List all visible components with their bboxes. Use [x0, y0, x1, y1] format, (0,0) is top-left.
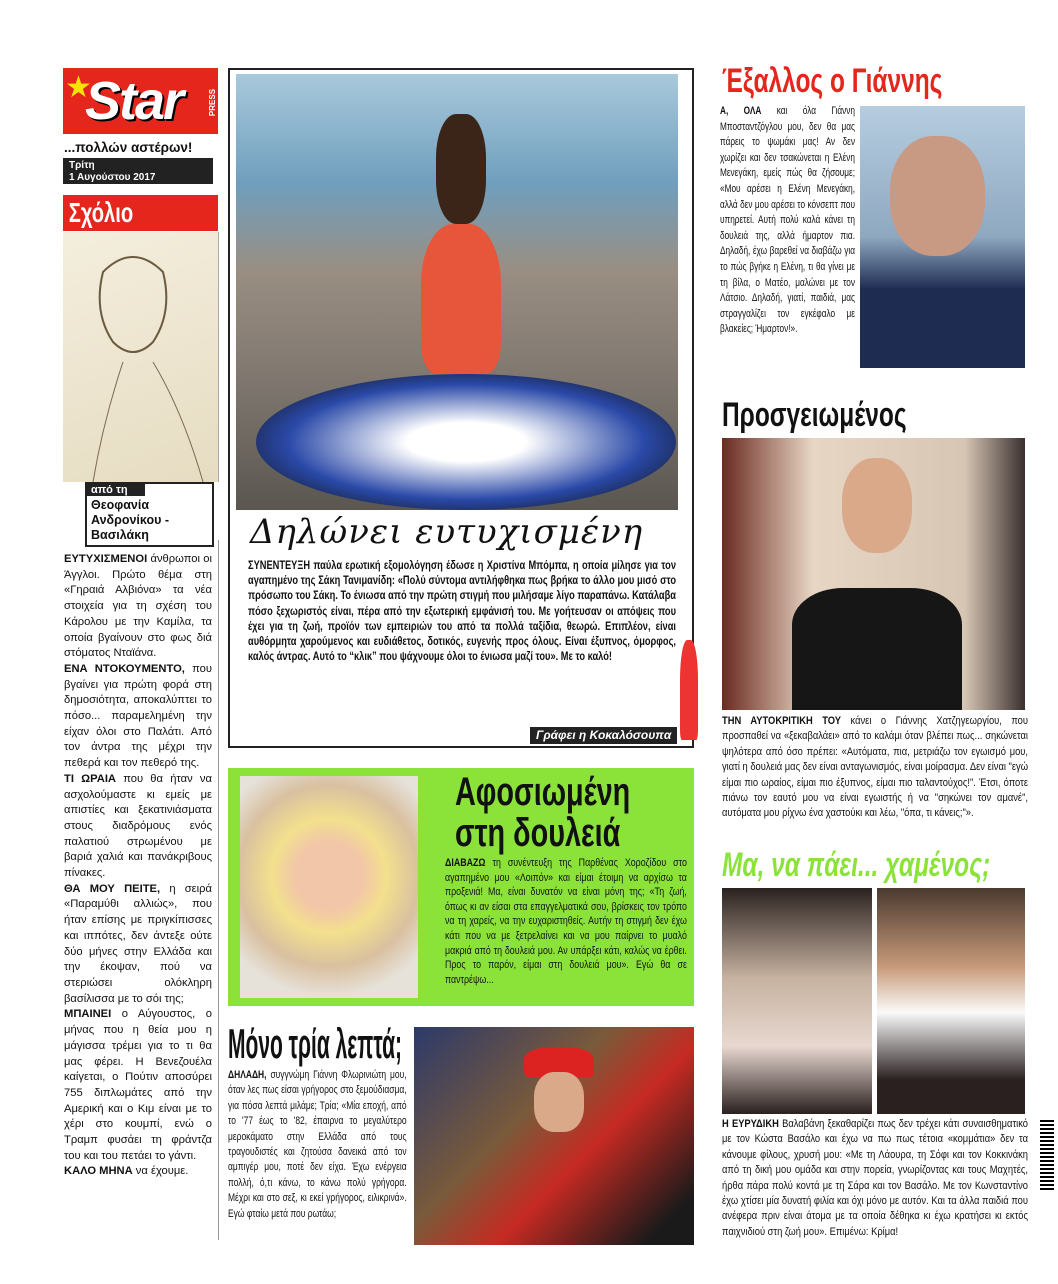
- paragraph-text: η σειρά «Παραμύθι αλλιώς», που ήταν επίσης με πριγκίπισσες και ιππότες, δεν άντεξε ούτε δύο μήνες στην Ελλάδα και την έκοψαν, πού να στεριώσει ολόκληρη βασίλισσα με το σόι της;: [64, 882, 212, 1005]
- right-bottom-headline: Μα, να πάει... χαμένος;: [722, 846, 991, 884]
- column-paragraph: [64, 1007, 212, 1164]
- vasalos-photo: [877, 888, 1025, 1114]
- paragraph-lead: ΕΝΑ ΝΤΟΚΟΥΜΕΝΤΟ,: [64, 662, 185, 675]
- right-top-headline: Έξαλλος ο Γιάννης: [722, 62, 943, 100]
- byline-box: [85, 482, 214, 547]
- author-tag: Γράφει η Κοκαλόσουπα: [530, 727, 677, 744]
- chatzigeorgiou-photo: [722, 438, 1025, 710]
- right-mid-body: ΤΗΝ ΑΥΤΟΚΡΙΤΙΚΗ ΤΟΥ κάνει ο Γιάννης Χατζηγεωργίου, που προσπαθεί να «ξεκαβαλάει» από το καλάμι όταν βλέπει πως... σηκώνεται ψηλότερα από όσο πρέπει: «Αυτόματα, πια, μετριάζω τον εγωισμό μου, γιατί η δουλειά μας δεν είναι ανταγωνισμός, είναι μοίρασμα. Δεν είναι "εγώ είμαι πιο ωραίος, είμαι πιο έξυπνος, είμαι πιο ταλαντούχος!". Έτσι, όποτε πιάνω τον εαυτό μου να είναι εγωιστής ή να "σηκώνει τον αμανέ", αυτόματα μου ρίχνω ένα χαστούκι και λέω, "όπα, τι κάνεις;"».: [722, 715, 1028, 820]
- paragraph-lead: ΤΙ ΩΡΑΙΑ: [64, 772, 117, 785]
- column-text: [64, 552, 212, 1180]
- right-mid-headline: Προσγειωμένος: [722, 396, 907, 434]
- green-headline-2: στη δουλειά: [455, 811, 621, 855]
- tagline: ...πολλών αστέρων!: [64, 140, 193, 155]
- bostantzoglou-photo: [860, 106, 1025, 368]
- author-sketch: [63, 232, 219, 482]
- logo-text: Star: [85, 71, 183, 131]
- evrydiki-photo: [722, 888, 872, 1114]
- main-body: ΣΥΝΕΝΤΕΥΞΗ παύλα ερωτική εξομολόγηση έδωσε η Χριστίνα Μπόμπα, η οποία μίλησε για τον αγαπημένο της Σάκη Τανιμανίδη: «Πολύ σύντομα αντιλήφθηκα πως βρήκα το άλλο μου μισό στο πρόσωπο του Σάκη. Το ένιωσα από την πρώτη στιγμή που μιλήσαμε λίγο παραπάνω. Κατάλαβα πόσο ξεχωριστός είναι, πέρα από την εξωτερική εμφάνισή του. Με γοήτευσαν οι απόψεις που έχει για τη ζωή, προϊόν των εμπειριών του από τα πολλά ταξίδια, θεωρώ. Επιπλέον, είναι αυθόρμητα χαρούμενος και ευδιάθετος, δοτικός, ευγενής προς όλους. Είναι έξυπνος, όμορφος, καλός άντρας. Αυτό το “κλικ” που ψάχνουμε όλοι το ένιωσα μαζί του». Με το καλό!: [248, 559, 676, 664]
- bomba-cutout: [680, 640, 698, 740]
- floriniotis-photo: [414, 1027, 694, 1245]
- main-headline: Δηλώνει ευτυχισμένη: [250, 512, 644, 552]
- beach-photo: [236, 74, 678, 510]
- paragraph-text: ο Αύγουστος, ο μήνας που η θεία μου η μάγισσα τρέμει για το τι θα μας φέρει. Η Βενεζουέλα καίγεται, ο Πούτιν αποσύρει 755 διπλωμάτες από την Αμερική και ο Κιμ είναι με το χέρι στο κουμπί, ενώ ο Τραμπ φυσάει τη φράντζα του και του πετάει το γάντι.: [64, 1008, 212, 1162]
- byline-prefix: από τη: [87, 484, 145, 496]
- date-box: [63, 158, 213, 184]
- day: Τρίτη: [69, 160, 95, 171]
- column-paragraph: [64, 552, 212, 662]
- logo-sub: PRESS: [208, 88, 218, 117]
- paragraph-lead: ΘΑ ΜΟΥ ΠΕΙΤΕ,: [64, 882, 161, 895]
- paragraph-text: άνθρωποι οι Άγγλοι. Πρώτο θέμα στη «Γηραιά Αλβιόνα» τα νέα στοιχεία για τη σχέση του Κάρολου με την Καμίλα, τα οποία βγαίνουν στο φως διά στόματος Νταϊάνα.: [64, 553, 212, 660]
- star-logo: [63, 68, 218, 134]
- paragraph-lead: ΜΠΑΙΝΕΙ: [64, 1008, 112, 1021]
- date: 1 Αυγούστου 2017: [69, 172, 156, 183]
- column-divider: [218, 540, 219, 1240]
- parthena-photo: [240, 776, 418, 998]
- paragraph-lead: ΚΑΛΟ ΜΗΝΑ: [64, 1165, 133, 1178]
- barcode: [1040, 1120, 1054, 1192]
- column-paragraph: [64, 662, 212, 772]
- right-top-body: Α, ΟΛΑ και όλα Γιάννη Μποσταντζόγλου μου, δεν θα μας πάρεις το ψωμάκι μας! Αν δεν χωρίζει και δεν τσακώνεται η Ελένη Μενεγάκη, εμείς πώς θα ζήσουμε; «Μου αρέσει η Ελένη Μενεγάκη, αλλά δεν μου αρέσει το κόνσεπτ που υπηρετεί. Αυτή πολύ καλά κάνει τη δουλειά της, αλλά ήμαρτον πια. Δηλαδή, έχω βαρεθεί να διαβάζω για το πώς βγήκε η Ελένη, τι θα γίνει με τη βίλα, ο Ματέο, μαλώνει με τον Λάτσιο. Δηλαδή, γιατί, παιδιά, μας στραγγαλίζει τον εγκέφαλο με βλακείες; Ήμαρτον!».: [720, 105, 855, 336]
- bottom-body: ΔΗΛΑΔΗ, συγγνώμη Γιάννη Φλωρινιώτη μου, όταν λες πως είσαι γρήγορος στο ξεμούδιασμα, για πόσα λεπτά μιλάμε; Τρία; «Μία εποχή, από το '77 έως το '82, έπαιρνα το μεγαλύτερο μεροκάματο στην Ελλάδα από τους τραγουδιστές και ζητούσα δανεικά από τον αμπιγέρ μου, ποτέ δεν είχα. Έχω ενέργεια πολλή, ό,τι κάνω, το κάνω πολύ γρήγορα. Μέχρι και στο σεξ, κι εκεί γρήγορος, ειλικρινά». Εγώ φταίω μετά που ρωτάω;: [228, 1069, 407, 1220]
- author-name: Θεοφανία Ανδρονίκου - Βασιλάκη: [91, 498, 169, 542]
- column-paragraph: [64, 1164, 212, 1180]
- paragraph-text: που θα ήταν να ασχολούμαστε κι εμείς με απιστίες και ξεκατινιάσματα στους διαδρόμους ενός παλατιού στρωμένου με βαριά χαλιά και πανάκριβους πίνακες.: [64, 772, 212, 880]
- column-paragraph: [64, 772, 212, 882]
- column-paragraph: [64, 882, 212, 1008]
- right-bottom-body: Η ΕΥΡΥΔΙΚΗ Βαλαβάνη ξεκαθαρίζει πως δεν τρέχει κάτι συναισθηματικό με τον Κώστα Βασάλο και έχω να πω πως τέτοια «κομμάτια» δεν τα κάνουμε φίλους, χρυσή μου: «Με τη Λάουρα, τη Σόφι και τον Κοκκινάκη από τη δική μου ομάδα και στην πορεία, γνωρίζοντας και τους Μαχητές, ήρθα πάρα πολύ κοντά με τη Σάρα και τον Βασάλο. Με τον Κωνσταντίνο έχω χτίσει μία δυνατή φιλία και όχι μόνο με αυτόν. Και τα άλλα παιδιά που ανέφερα πριν είναι άτομα με τα οποία δέθηκα κι έχω κρατήσει κι εκτός παιχνιδιού στη ζωή μου». Επιμένω: Κρίμα!: [722, 1118, 1028, 1238]
- section-label: [63, 195, 218, 231]
- paragraph-text: που βγαίνει για πρώτη φορά στη δημοσιότητα, αποκαλύπτει το πόσο... παραμελημένη την είχαν όλοι στο Παλάτι. Από τον άντρα της μέχρι την πεθερά και τον πεθερό της.: [64, 662, 212, 770]
- star-icon: ★: [65, 71, 92, 104]
- green-headline-1: Αφοσιωμένη: [455, 770, 631, 814]
- bottom-headline: Μόνο τρία λεπτά;: [228, 1020, 403, 1067]
- section-title: Σχόλιο: [68, 197, 134, 228]
- green-body: ΔΙΑΒΑΖΩ τη συνέντευξη της Παρθένας Χοροζίδου στο αγαπημένο μου «Λοιπόν» και είμαι έτοιμη να αρχίσω τα προξενιά! Μα, είναι δυνατόν να είναι μόνη της; «Τη ζωή, όπως κι αν είσαι στα επαγγελματικά σου, βρίσκεις τον τρόπο να τη χαρείς, να την ευχαριστηθείς. Αυτήν τη στιγμή δεν έχω κάτι που να με ξετρελαίνει και να μου παίρνει το μυαλό μακριά από τη δουλειά μου. Αν υπάρξει κάτι, καλώς να έρθει. Προς το παρόν, είμαι στη δουλειά μου». Εγώ θα σε παντρέψω...: [445, 857, 687, 986]
- paragraph-text: να έχουμε.: [132, 1165, 189, 1178]
- paragraph-lead: ΕΥΤΥΧΙΣΜΕΝΟΙ: [64, 553, 148, 565]
